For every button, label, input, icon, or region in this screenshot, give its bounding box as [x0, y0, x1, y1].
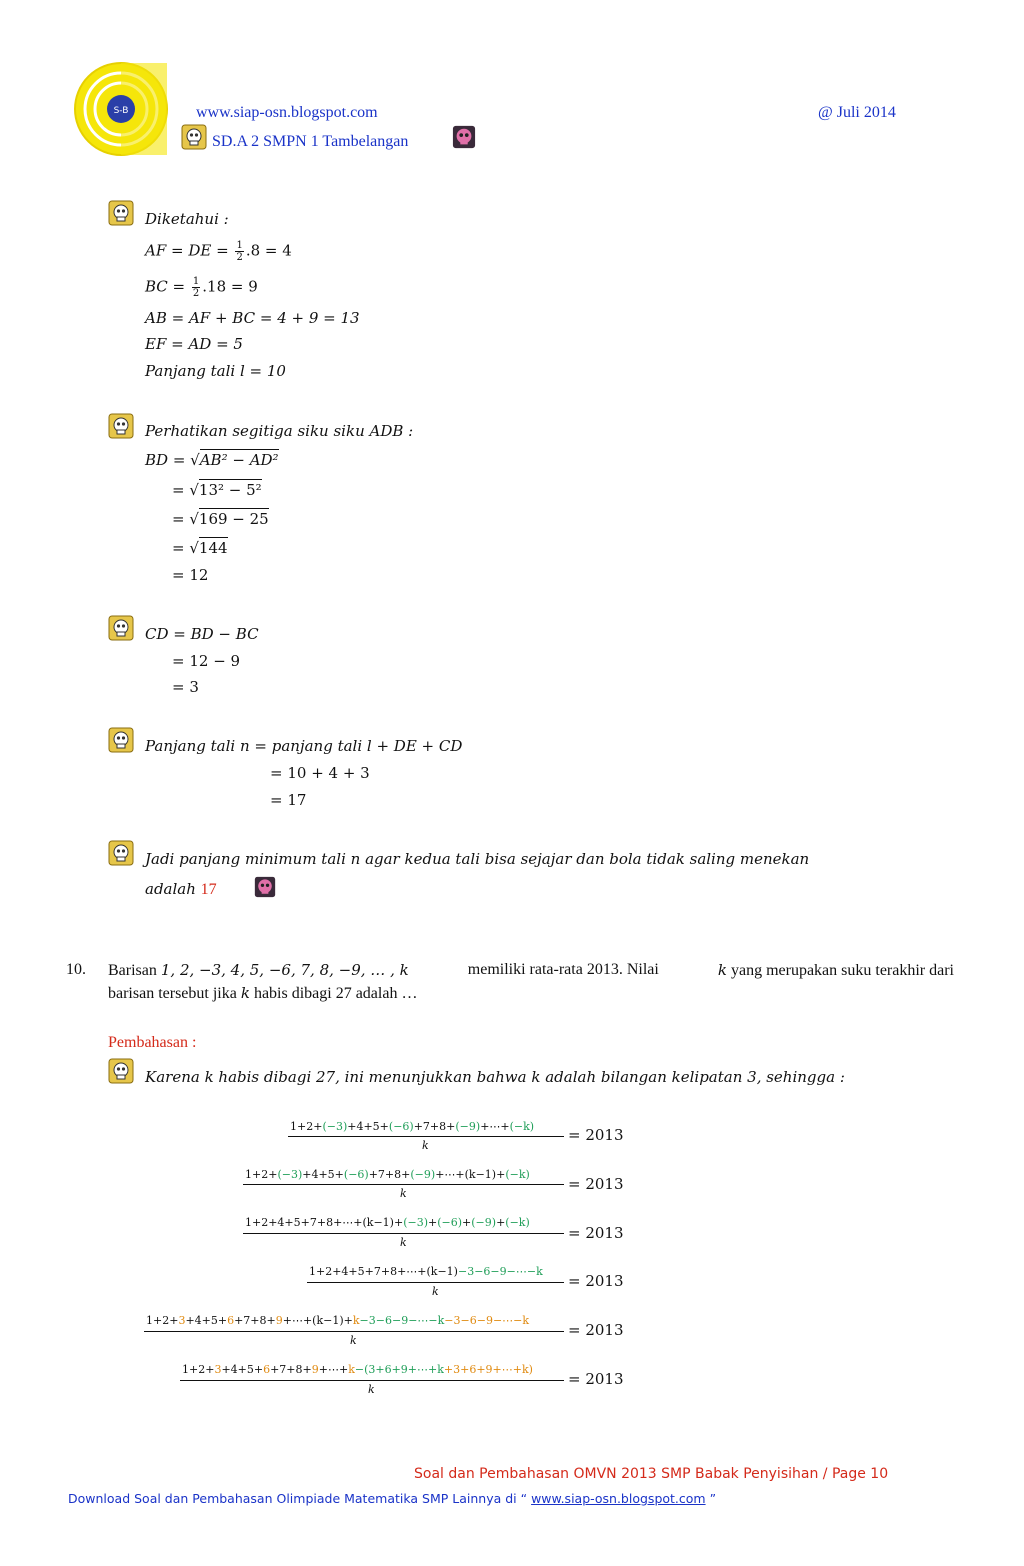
equation-4-numerator: 1+2+4+5+7+8+⋯+(k−1)−3−6−9−⋯−k — [309, 1265, 543, 1278]
problem-statement: Barisan 1, 2, −3, 4, 5, −6, 7, 8, −9, … , k memiliki rata-rata 2013. Nilai k yang merupakan suku terakhir dari — [108, 961, 954, 979]
equation-5-bar — [144, 1331, 564, 1332]
line-cd-3: = 3 — [172, 678, 199, 696]
equation-6-numerator: 1+2+3+4+5+6+7+8+9+⋯+k−(3+6+9+⋯+k+3+6+9+⋯+k) — [182, 1363, 533, 1376]
conclusion-line-1: Jadi panjang minimum tali n agar kedua tali bisa sejajar dan bola tidak saling menekan — [145, 850, 810, 868]
line-panjang-l: Panjang tali l = 10 — [145, 362, 286, 380]
logo-text: S-B — [113, 106, 129, 116]
header-date: @ Juli 2014 — [818, 104, 896, 121]
equation-2-denominator: k — [400, 1187, 407, 1200]
equation-3-denominator: k — [400, 1236, 407, 1249]
line-bd: BD = √AB² − AD² — [145, 451, 279, 469]
equation-1-bar — [288, 1136, 564, 1137]
line-bd-4: = √144 — [172, 539, 228, 557]
equation-6-rhs: = 2013 — [568, 1370, 624, 1388]
equation-2-bar — [243, 1184, 564, 1185]
equation-5-rhs: = 2013 — [568, 1321, 624, 1339]
line-af-de: AF = DE = $\frac{1}{2}$ .8 = 4 — [145, 240, 292, 263]
conclusion-line-2: adalah 17 — [145, 880, 217, 898]
pembahasan-label: Pembahasan : — [108, 1034, 197, 1051]
karena-line: Karena k habis dibagi 27, ini menunjukkan bahwa k adalah bilangan kelipatan 3, sehingga : — [145, 1068, 845, 1086]
site-url[interactable]: www.siap-osn.blogspot.com — [196, 104, 378, 121]
skull-bullet-icon — [108, 413, 134, 439]
equation-6-bar — [180, 1380, 564, 1381]
skull-bullet-icon — [108, 200, 134, 226]
equation-1-denominator: k — [422, 1139, 429, 1152]
equation-3-rhs: = 2013 — [568, 1224, 624, 1242]
line-bd-2: = √13² − 5² — [172, 481, 262, 499]
equation-6-denominator: k — [368, 1383, 375, 1396]
equation-5-denominator: k — [350, 1334, 357, 1347]
line-panjang-n: Panjang tali n = panjang tali l + DE + CD — [145, 737, 463, 755]
equation-2-numerator: 1+2+(−3)+4+5+(−6)+7+8+(−9)+⋯+(k−1)+(−k) — [245, 1168, 530, 1181]
skull-bullet-icon — [108, 840, 134, 866]
line-panjang-n-3: = 17 — [270, 791, 307, 809]
segitiga-title: Perhatikan segitiga siku siku ADB : — [145, 422, 414, 440]
line-bd-5: = 12 — [172, 566, 209, 584]
equation-4-rhs: = 2013 — [568, 1272, 624, 1290]
equation-4-bar — [307, 1282, 564, 1283]
pink-skull-icon — [254, 876, 276, 898]
equation-3-numerator: 1+2+4+5+7+8+⋯+(k−1)+(−3)+(−6)+(−9)+(−k) — [245, 1216, 530, 1229]
equation-3-bar — [243, 1233, 564, 1234]
line-bd-3: = √169 − 25 — [172, 510, 269, 528]
skull-bullet-icon — [108, 1058, 134, 1084]
equation-4-denominator: k — [432, 1285, 439, 1298]
line-panjang-n-2: = 10 + 4 + 3 — [270, 764, 370, 782]
pink-skull-icon — [452, 125, 476, 149]
diketahui-title: Diketahui : — [145, 210, 229, 228]
skull-bullet-icon — [181, 124, 207, 150]
equation-5-numerator: 1+2+3+4+5+6+7+8+9+⋯+(k−1)+k−3−6−9−⋯−k−3−6−9−⋯−k — [146, 1314, 530, 1327]
equation-1-numerator: 1+2+(−3)+4+5+(−6)+7+8+(−9)+⋯+(−k) — [290, 1120, 535, 1133]
footer-download: Download Soal dan Pembahasan Olimpiade Matematika SMP Lainnya di “ www.siap-osn.blogspot.com ” — [68, 1491, 717, 1506]
line-ef: EF = AD = 5 — [145, 335, 243, 353]
problem-statement-2: barisan tersebut jika k habis dibagi 27 adalah … — [108, 984, 418, 1002]
skull-bullet-icon — [108, 727, 134, 753]
line-cd: CD = BD − BC — [145, 625, 259, 643]
equation-1-rhs: = 2013 — [568, 1126, 624, 1144]
line-ab: AB = AF + BC = 4 + 9 = 13 — [145, 309, 360, 327]
header-author: SD.A 2 SMPN 1 Tambelangan — [212, 133, 409, 150]
skull-bullet-icon — [108, 615, 134, 641]
footer-link[interactable]: www.siap-osn.blogspot.com — [531, 1491, 706, 1506]
line-bc: BC = $\frac{1}{2}$ .18 = 9 — [145, 276, 258, 299]
line-cd-2: = 12 − 9 — [172, 652, 241, 670]
problem-number: 10. — [66, 961, 86, 978]
equation-2-rhs: = 2013 — [568, 1175, 624, 1193]
answer-value: 17 — [200, 881, 217, 898]
site-logo — [72, 60, 170, 158]
footer-page-title: Soal dan Pembahasan OMVN 2013 SMP Babak Penyisihan / Page 10 — [414, 1466, 889, 1482]
